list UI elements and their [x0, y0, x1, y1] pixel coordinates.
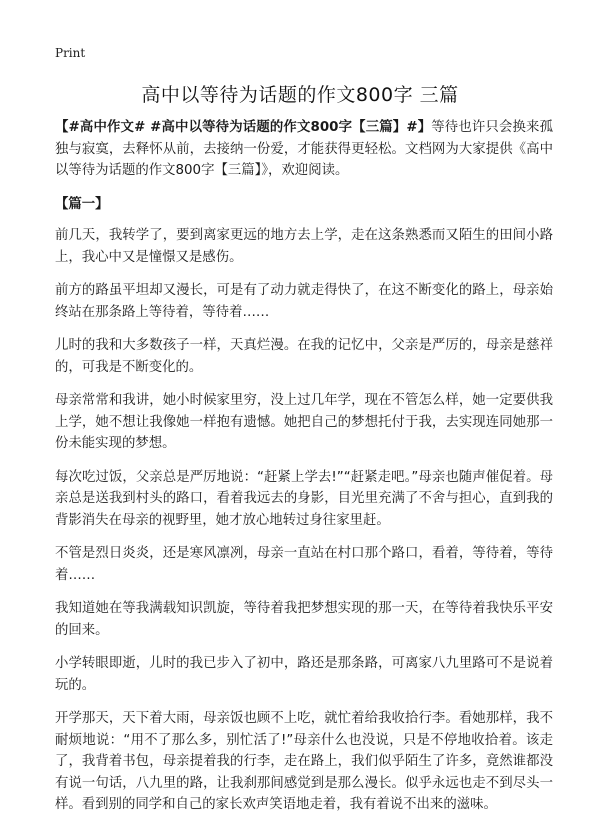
- intro-tags: 【#高中作文# #高中以等待为话题的作文800字【三篇】#】: [55, 120, 432, 135]
- section-heading: 【篇一】: [55, 196, 109, 212]
- page-title: 高中以等待为话题的作文800字 三篇: [141, 84, 459, 106]
- print-label: Print: [55, 46, 86, 60]
- paragraph: 小学转眼即逝，儿时的我已步入了初中，路还是那条路，可离家八九里路可不是说着玩的。: [55, 656, 553, 693]
- paragraph: 前方的路虽平坦却又漫长，可是有了动力就走得快了，在这不断变化的路上，母亲始终站在那条路上等待着，等待着……: [55, 283, 553, 320]
- paragraph: 儿时的我和大多数孩子一样，天真烂漫。在我的记忆中，父亲是严厉的，母亲是慈祥的，可我是不断变化的。: [55, 338, 553, 375]
- intro-paragraph: [55, 117, 553, 182]
- paragraph: 前几天，我转学了，要到离家更远的地方去上学，走在这条熟悉而又陌生的田间小路上，我心中又是憧憬又是感伤。: [55, 228, 553, 265]
- intro-text: 等待也许只会换来孤独与寂寞，去释怀从前，去接纳一份爱，才能获得更轻松。文档网为大家提供《高中以等待为话题的作文800字【三篇】》，欢迎阅读。: [55, 120, 553, 178]
- article-body: [55, 117, 553, 828]
- paragraph: 每次吃过饭，父亲总是严厉地说：“赶紧上学去!”“赶紧走吧。”母亲也随声催促着。母亲总是送我到村头的路口，看着我远去的身影，目光里充满了不舍与担心，直到我的背影消失在母亲的视野里，她才放心地转过身往家里赶。: [55, 469, 553, 528]
- paragraph: 我知道她在等我满载知识凯旋，等待着我把梦想实现的那一天，在等待着我快乐平安的回来。: [55, 601, 553, 638]
- paragraph: 母亲常常和我讲，她小时候家里穷，没上过几年学，现在不管怎么样，她一定要供我上学，她不想让我像她一样抱有遗憾。她把自己的梦想托付于我，去实现连同她那一份未能实现的梦想。: [55, 393, 553, 451]
- paragraph: 不管是烈日炎炎，还是寒风凛冽，母亲一直站在村口那个路口，看着，等待着，等待着……: [55, 546, 553, 583]
- paragraph: 开学那天，天下着大雨，母亲饭也顾不上吃，就忙着给我收拾行李。看她那样，我不耐烦地说：“用不了那么多，别忙活了!”母亲什么也没说，只是不停地收拾着。该走了，我背着书包，母亲提着我的行李，走在路上，我们似乎陌生了许多，竟然谁都没有说一句话，八九里的路，让我刹那间感觉到是那么漫长。似乎永远也走不到尽头一样。看到别的同学和自己的家长欢声笑语地走着，我有着说不出来的滋味。: [55, 711, 553, 812]
